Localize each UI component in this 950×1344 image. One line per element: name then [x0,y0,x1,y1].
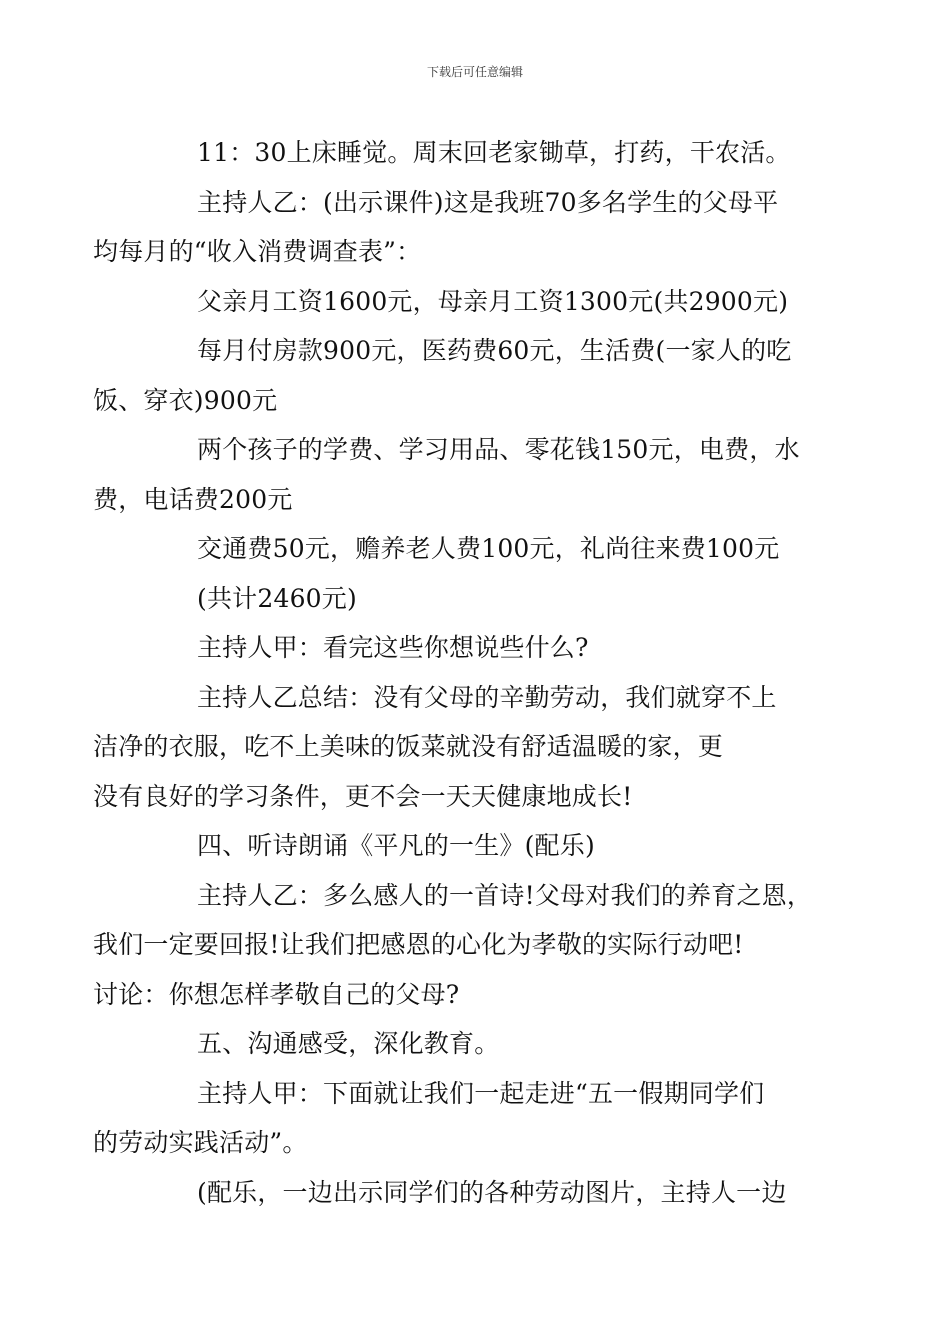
text-line: 11：30上床睡觉。周末回老家锄草，打药，干农活。 [197,138,791,167]
text-line: 的劳动实践活动”。 [93,1128,308,1157]
paragraph-expenses-total [145,574,815,624]
paragraph-host-jia-question [145,623,815,673]
paragraph-income [145,277,815,327]
text-line: 我们一定要回报!让我们把感恩的心化为孝敬的实际行动吧! [93,930,744,959]
text-line: 饭、穿衣)900元 [93,385,278,415]
text-line: 主持人甲：下面就让我们一起走进“五一假期同学们 [197,1078,765,1108]
text-line: 主持人甲：看完这些你想说些什么? [197,633,589,662]
text-line: 主持人乙总结：没有父母的辛勤劳动，我们就穿不上 [197,682,777,712]
paragraph-section-five [145,1019,815,1069]
header-note: 下载后可任意编辑 [426,65,523,79]
text-line: 五、沟通感受，深化教育。 [197,1029,500,1058]
text-line: 没有良好的学习条件，更不会一天天健康地成长! [93,781,633,811]
text-line: 洁净的衣服，吃不上美味的饭菜就没有舒适温暖的家，更 [93,732,724,761]
paragraph-expenses-children [93,425,815,524]
text-line: (配乐，一边出示同学们的各种劳动图片，主持人一边 [197,1177,787,1207]
paragraph-music-note [145,1168,815,1218]
text-line: 父亲月工资1600元，母亲月工资1300元(共2900元) [197,286,789,316]
text-line: 四、听诗朗诵《平凡的一生》(配乐) [197,831,595,860]
text-line: 主持人乙：多么感人的一首诗!父母对我们的养育之恩， [197,880,813,910]
paragraph-section-four [145,821,815,871]
paragraph-expenses-other [145,524,815,574]
text-line: 两个孩子的学费、学习用品、零花钱150元，电费，水 [197,435,800,464]
paragraph-host-yi-summary [93,673,815,822]
text-line: 讨论：你想怎样孝敬自己的父母? [93,979,460,1009]
paragraph-schedule [145,128,815,178]
document-body [93,128,815,1217]
text-line: 每月付房款900元，医药费60元，生活费(一家人的吃 [197,336,792,365]
paragraph-host-jia-activity [93,1069,815,1168]
paragraph-host-yi-poem [93,871,815,1020]
paragraph-expenses-housing [93,326,815,425]
text-line: 交通费50元，赡养老人费100元，礼尚往来费100元 [197,534,780,563]
text-line: 费，电话费200元 [93,484,293,514]
text-line: (共计2460元) [197,583,357,613]
paragraph-survey-intro [93,178,815,277]
text-line: 主持人乙：(出示课件)这是我班70多名学生的父母平 [197,187,779,217]
text-line: 均每月的“收入消费调查表”： [93,237,422,266]
